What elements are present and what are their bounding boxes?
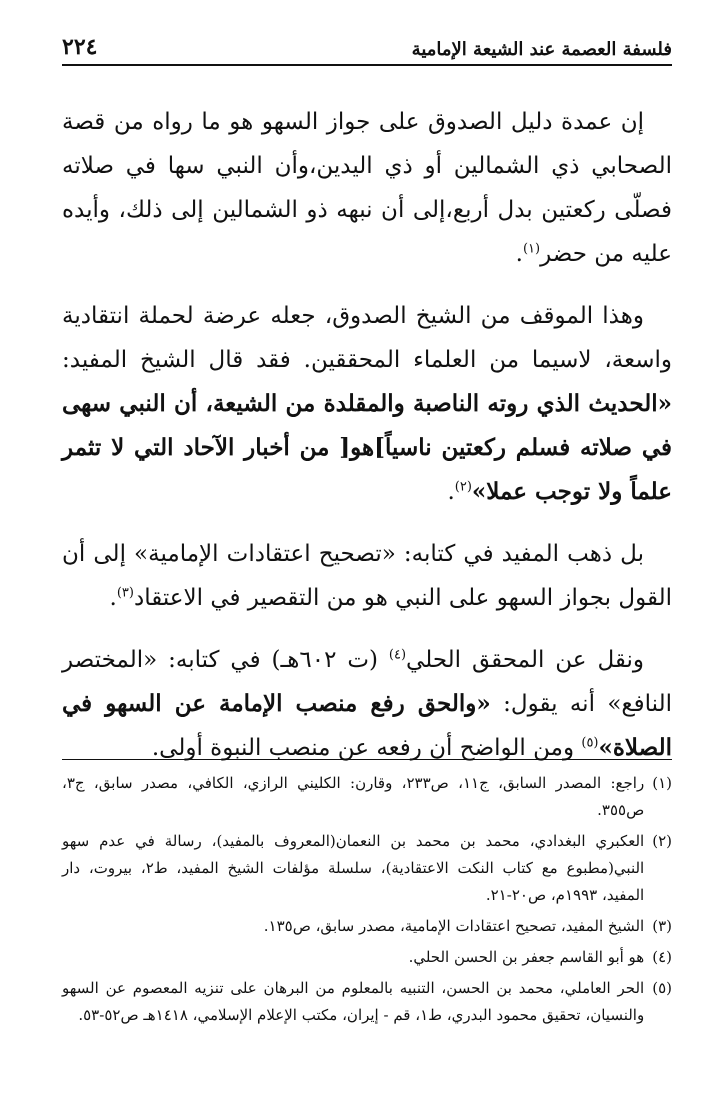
footnote-number: (١) bbox=[652, 774, 672, 792]
footnote-text: العكبري البغدادي، محمد بن محمد بن النعمان(المعروف بالمفيد)، رسالة في عدم سهو النبي(مطبوع مع كتاب النكت الاعتقادية)، سلسلة مؤلفات الشيخ المفيد، ط٢، بيروت، دار المفيد، ١٩٩٣م، ص٢٠-٢١. bbox=[62, 832, 645, 904]
footnote-ref[interactable]: (٤) bbox=[388, 647, 407, 663]
footnote-text: الحر العاملي، محمد بن الحسن، التنبيه بالمعلوم من البرهان على تنزيه المعصوم عن السهو والنسيان، تحقيق محمود البدري، ط١، قم - إيران، مكتب الإعلام الإسلامي، ١٤١٨هـ ص٥٢-٥٣. bbox=[62, 979, 645, 1024]
quotation: «الحديث الذي روته الناصبة والمقلدة من الشيعة، أن النبي سهى في صلاته فسلم ركعتين ناسياً]هو[ من أخبار الآحاد التي لا تثمر علماً ولا توجب عملا» bbox=[62, 390, 672, 505]
footnotes bbox=[62, 759, 672, 1033]
running-title: فلسفة العصمة عند الشيعة الإمامية bbox=[411, 39, 672, 60]
footnote-ref[interactable]: (٢) bbox=[454, 479, 472, 495]
paragraph-text: إن عمدة دليل الصدوق على جواز السهو هو ما رواه من قصة الصحابي ذي الشمالين أو ذي اليدين،وأن النبي سها في صلاته فصلّى ركعتين بدل أربع،إلى أن نبهه ذو الشمالين إلى ذلك، وأيده عليه من حضر bbox=[62, 109, 672, 267]
footnote-ref[interactable]: (٣) bbox=[116, 585, 134, 601]
footnote-number: (٤) bbox=[652, 948, 672, 966]
paragraph-1: إن عمدة دليل الصدوق على جواز السهو هو ما رواه من قصة الصحابي ذي الشمالين أو ذي اليدين،وأن النبي سها في صلاته فصلّى ركعتين بدل أربع،إلى أن نبهه ذو الشمالين إلى ذلك، وأيده عليه من حضر$^{(١)}$. bbox=[62, 109, 672, 267]
page-number: ٢٢٤ bbox=[62, 34, 98, 60]
footnote-ref[interactable]: (٥) bbox=[581, 735, 599, 751]
footnote-ref[interactable]: (١) bbox=[522, 241, 541, 257]
footnote-text: راجع: المصدر السابق، ج١١، ص٢٣٣، وقارن: الكليني الرازي، الكافي، مصدر سابق، ج٣، ص٣٥٥. bbox=[62, 774, 645, 819]
paragraph-text: ونقل عن المحقق الحلي bbox=[406, 647, 645, 673]
footnote-number: (٣) bbox=[652, 917, 672, 935]
paragraph-text: وهذا الموقف من الشيخ الصدوق، جعله عرضة لحملة انتقادية واسعة، لاسيما من العلماء المحققين. فقد قال الشيخ المفيد: bbox=[62, 303, 672, 373]
main-text bbox=[62, 100, 672, 770]
paragraph-2: وهذا الموقف من الشيخ الصدوق، جعله عرضة لحملة انتقادية واسعة، لاسيما من العلماء المحققين. فقد قال الشيخ المفيد: «الحديث الذي روته الناصبة والمقلدة من الشيعة، أن النبي سهى في صلاته فسلم ركعتين ناسياً]هو[ من أخبار الآحاد التي لا تثمر علماً ولا توجب عملا»$^{(٢)}$. bbox=[62, 303, 672, 505]
footnote-number: (٥) bbox=[652, 979, 672, 997]
paragraph-3: بل ذهب المفيد في كتابه: «تصحيح اعتقادات الإمامية» إلى أن القول بجواز السهو على النبي هو من التقصير في الاعتقاد$^{(٣)}$. bbox=[62, 541, 672, 611]
paragraph-text: بل ذهب المفيد في كتابه: «تصحيح اعتقادات الإمامية» إلى أن القول بجواز السهو على النبي هو من التقصير في الاعتقاد bbox=[62, 541, 672, 611]
footnote-number: (٢) bbox=[652, 832, 672, 850]
footnote bbox=[62, 913, 672, 940]
footnote-text: هو أبو القاسم جعفر بن الحسن الحلي. bbox=[408, 948, 645, 966]
paragraph-4: ونقل عن المحقق الحلي$^{(٤)}$ (ت ٦٠٢هـ) في كتابه: «المختصر النافع» أنه يقول: «والحق رفع منصب الإمامة عن السهو في الصلاة»$^{(٥)}$ ومن الواضح أن رفعه عن منصب النبوة أولى. bbox=[62, 647, 672, 761]
footnote-text: الشيخ المفيد، تصحيح اعتقادات الإمامية، مصدر سابق، ص١٣٥. bbox=[263, 917, 645, 935]
footnote bbox=[62, 975, 672, 1029]
footnote bbox=[62, 828, 672, 909]
page-header bbox=[62, 28, 672, 66]
quotation: «والحق رفع منصب الإمامة عن السهو في الصلاة» bbox=[62, 690, 672, 761]
footnote bbox=[62, 944, 672, 971]
footnote bbox=[62, 770, 672, 824]
